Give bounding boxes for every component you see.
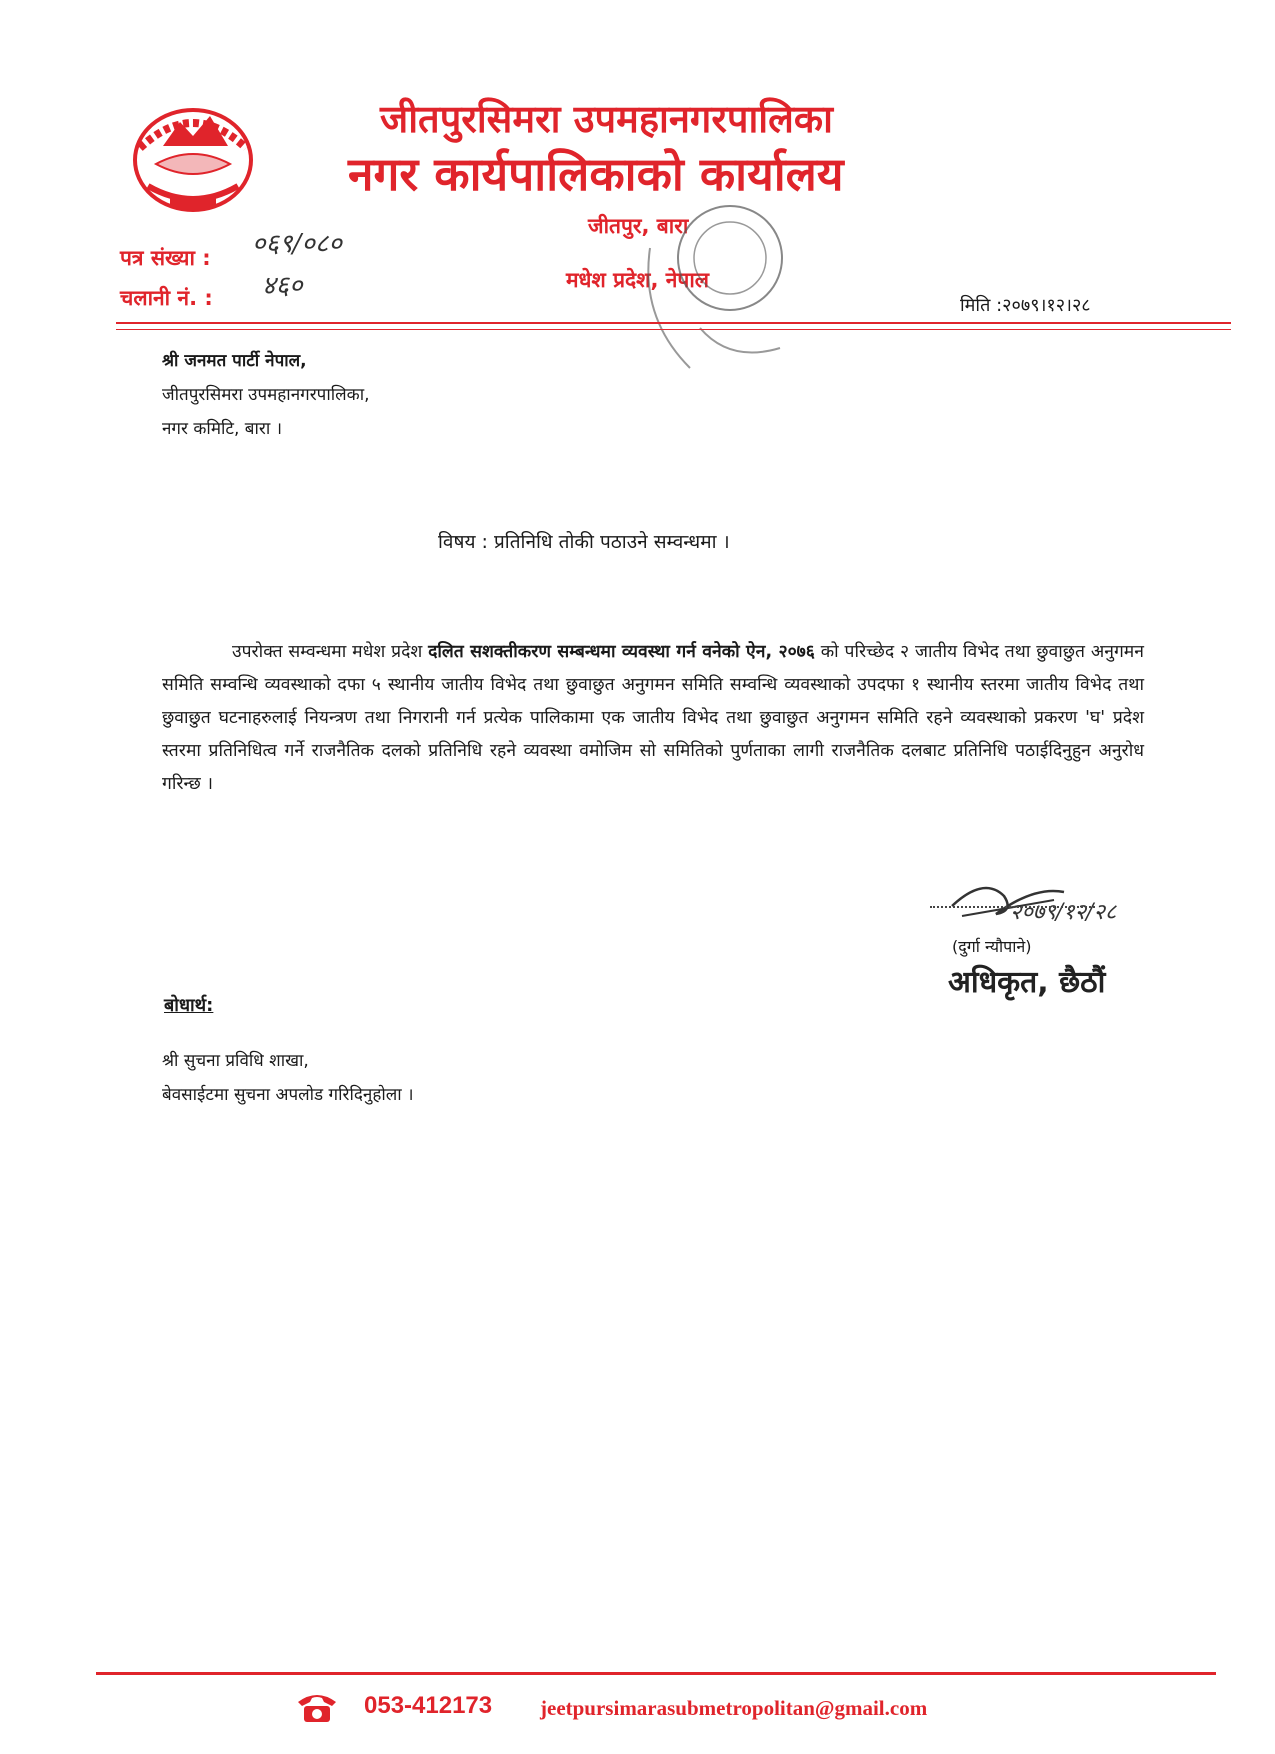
- telephone-icon: [296, 1690, 338, 1724]
- header-rule-top: [116, 322, 1231, 324]
- letter-number-value: ०६९/०८०: [252, 229, 342, 259]
- letter-body: [162, 636, 1144, 801]
- office-name: नगर कार्यपालिकाको कार्यालय: [348, 147, 844, 201]
- letter-date: मिति :२०७९।१२।२८: [960, 295, 1091, 316]
- recipient-line-2: जीतपुरसिमरा उपमहानगरपालिका,: [162, 385, 370, 405]
- cc-line-2: बेवसाईटमा सुचना अपलोड गरिदिनुहोला ।: [162, 1085, 414, 1105]
- office-location: जीतपुर, बारा: [588, 214, 689, 238]
- footer-rule: [96, 1672, 1216, 1675]
- cc-line-1: श्री सुचना प्रविधि शाखा,: [162, 1051, 309, 1071]
- body-text-act-name: दलित सशक्तीकरण सम्बन्धमा व्यवस्था गर्न वनेको ऐन, २०७६: [428, 642, 815, 662]
- office-province: मधेश प्रदेश, नेपाल: [566, 268, 709, 292]
- dispatch-number-value: ४६०: [262, 271, 303, 301]
- recipient-name: श्री जनमत पार्टी नेपाल,: [162, 351, 307, 371]
- recipient-line-3: नगर कमिटि, बारा ।: [162, 419, 283, 439]
- signatory-name: (दुर्गा न्यौपाने): [952, 937, 1032, 956]
- dispatch-number-label: चलानी नं. :: [120, 286, 213, 310]
- signatory-title: अधिकृत, छैठौं: [948, 965, 1106, 1000]
- signature-date: २०७९/१२/२८: [1010, 900, 1117, 925]
- official-stamp: [630, 188, 810, 388]
- municipality-name: जीतपुरसिमरा उपमहानगरपालिका: [380, 97, 833, 141]
- body-text-intro: उपरोक्त सम्वन्धमा मधेश प्रदेश: [232, 642, 429, 662]
- letter-subject: विषय : प्रतिनिधि तोकी पठाउने सम्वन्धमा ।: [438, 531, 730, 553]
- footer-phone: 053-412173: [364, 1692, 493, 1719]
- header-rule-bottom: [116, 329, 1231, 330]
- cc-heading: बोधार्थ:: [164, 995, 214, 1016]
- letter-number-label: पत्र संख्या :: [120, 246, 211, 270]
- signature-line: [930, 906, 1095, 908]
- nepal-emblem-icon: [118, 88, 268, 220]
- body-text-main: को परिच्छेद २ जातीय विभेद तथा छुवाछुत अनुगमन समिति सम्वन्धि व्यवस्थाको दफा ५ स्थानीय जातीय विभेद तथा छुवाछुत अनुगमन समिति सम्वन्धि व्यवस्थाको उपदफा १ स्थानीय स्तरमा जातीय विभेद तथा छुवाछुत घटनाहरुलाई नियन्त्रण तथा निगरानी गर्न प्रत्येक पालिकामा एक जातीय विभेद तथा छुवाछुत अनुगमन समिति रहने व्यवस्थाको प्रकरण 'घ' प्रदेश स्तरमा प्रतिनिधित्व गर्ने राजनैतिक दलको प्रतिनिधि रहने व्यवस्था वमोजिम सो समितिको पुर्णताका लागी राजनैतिक दलबाट प्रतिनिधि पठाईदिनुहुन अनुरोध गरिन्छ ।: [162, 642, 1144, 794]
- footer-email: jeetpursimarasubmetropolitan@gmail.com: [540, 1696, 928, 1720]
